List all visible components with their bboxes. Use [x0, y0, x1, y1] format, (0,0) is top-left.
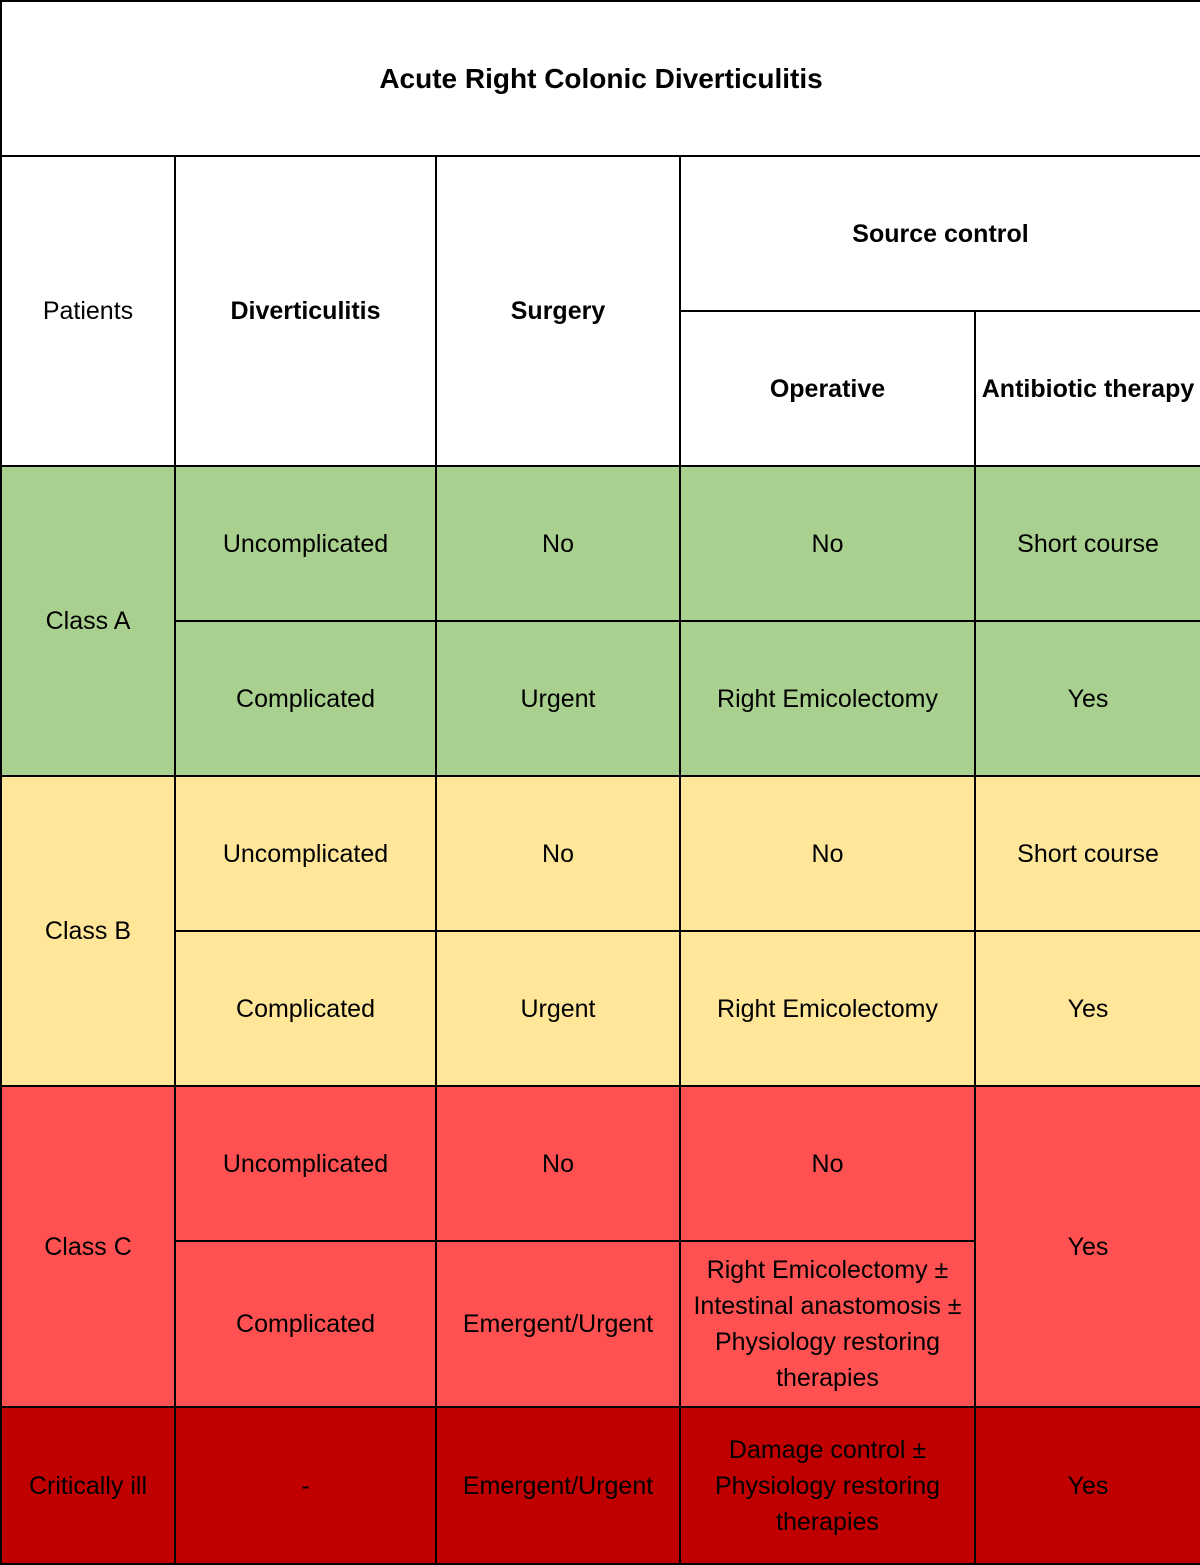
- class-c-uncomplicated-surgery: No: [436, 1086, 680, 1241]
- class-a-uncomplicated-surgery: No: [436, 466, 680, 621]
- class-a-complicated-diverticulitis: Complicated: [175, 621, 436, 776]
- class-a-complicated-antibiotic: Yes: [975, 621, 1200, 776]
- class-a-uncomplicated-antibiotic: Short course: [975, 466, 1200, 621]
- table-row: [1, 931, 1200, 1086]
- header-source-control: Source control: [680, 156, 1200, 311]
- class-b-complicated-operative: Right Emicolectomy: [680, 931, 975, 1086]
- table-row: [1, 776, 1200, 931]
- class-a-label: Class A: [1, 466, 175, 776]
- class-c-uncomplicated-diverticulitis: Uncomplicated: [175, 1086, 436, 1241]
- critically-ill-label: Critically ill: [1, 1407, 175, 1564]
- header-patients: Patients: [1, 156, 175, 466]
- class-b-uncomplicated-diverticulitis: Uncomplicated: [175, 776, 436, 931]
- class-c-uncomplicated-operative: No: [680, 1086, 975, 1241]
- table-row: [1, 1407, 1200, 1564]
- header-diverticulitis: Diverticulitis: [175, 156, 436, 466]
- class-a-complicated-operative: Right Emicolectomy: [680, 621, 975, 776]
- class-b-complicated-antibiotic: Yes: [975, 931, 1200, 1086]
- table-row: [1, 1086, 1200, 1241]
- class-b-complicated-diverticulitis: Complicated: [175, 931, 436, 1086]
- class-b-uncomplicated-surgery: No: [436, 776, 680, 931]
- table-row: [1, 466, 1200, 621]
- class-a-uncomplicated-diverticulitis: Uncomplicated: [175, 466, 436, 621]
- header-antibiotic-therapy: Antibiotic therapy: [975, 311, 1200, 466]
- class-c-complicated-operative: Right Emicolectomy ± Intestinal anastomosis ± Physiology restoring therapies: [680, 1241, 975, 1407]
- class-b-uncomplicated-operative: No: [680, 776, 975, 931]
- table-title: Acute Right Colonic Diverticulitis: [1, 1, 1200, 156]
- class-b-label: Class B: [1, 776, 175, 1086]
- class-c-complicated-surgery: Emergent/Urgent: [436, 1241, 680, 1407]
- critically-ill-diverticulitis: -: [175, 1407, 436, 1564]
- class-b-complicated-surgery: Urgent: [436, 931, 680, 1086]
- class-c-antibiotic: Yes: [975, 1086, 1200, 1407]
- class-c-complicated-diverticulitis: Complicated: [175, 1241, 436, 1407]
- class-b-uncomplicated-antibiotic: Short course: [975, 776, 1200, 931]
- critically-ill-antibiotic: Yes: [975, 1407, 1200, 1564]
- class-a-complicated-surgery: Urgent: [436, 621, 680, 776]
- class-a-uncomplicated-operative: No: [680, 466, 975, 621]
- header-surgery: Surgery: [436, 156, 680, 466]
- critically-ill-operative: Damage control ± Physiology restoring therapies: [680, 1407, 975, 1564]
- table-row: [1, 621, 1200, 776]
- class-c-label: Class C: [1, 1086, 175, 1407]
- critically-ill-surgery: Emergent/Urgent: [436, 1407, 680, 1564]
- header-operative: Operative: [680, 311, 975, 466]
